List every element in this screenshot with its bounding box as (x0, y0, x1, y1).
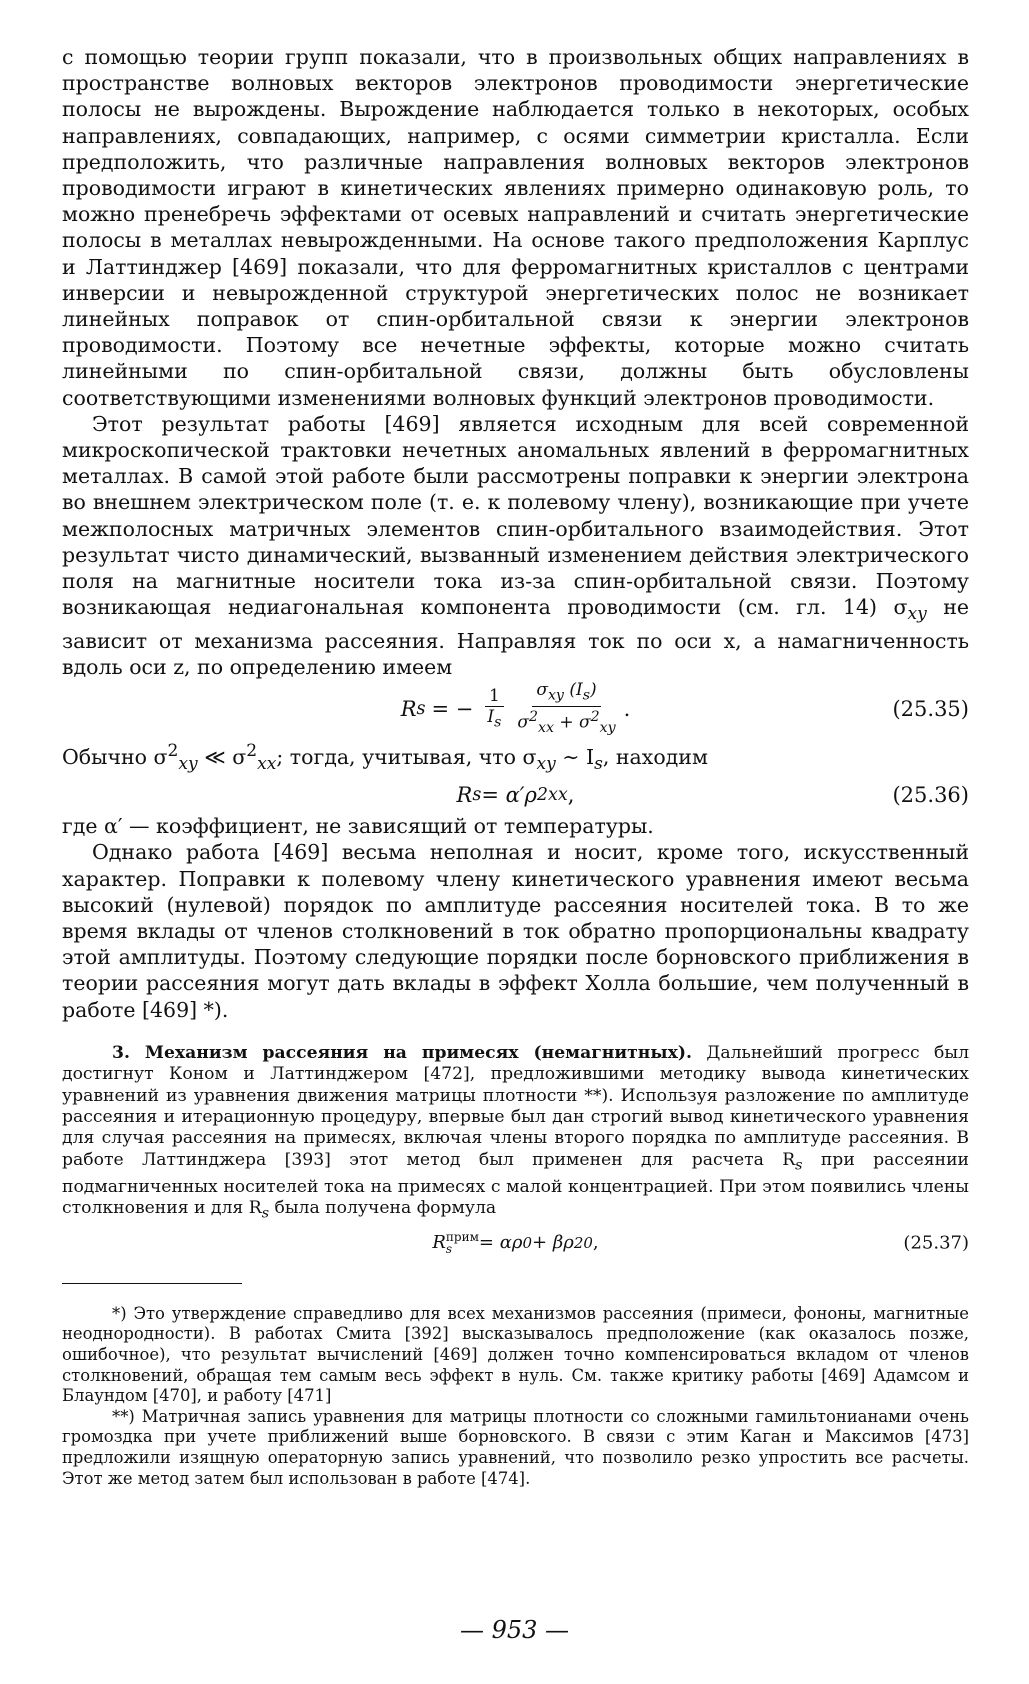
equation-25-37-formula: R прим s = αρ 0 + βρ 2 0 , (432, 1229, 599, 1256)
equation-25-36-formula: R s = α′ρ 2 xx , (456, 783, 575, 808)
section-3-heading: 3. Механизм рассеяния на примесях (немагнитных). (112, 1042, 692, 1063)
paragraph-2-text: Этот результат работы [469] является исходным для всей современной микроскопической трактовки нечетных аномальных явлений в ферромагнитных металлах. В самой этой работе были рассмотрены поправки к энергии электрона во внешнем электрическом поле (т. е. к полевому члену), возникающие при учете межполосных матричных элементов спин-орбитального взаимодействия. Этот результат чисто динамический, вызванный изменением действия электрического поля на магнитные носители тока из-за спин-орбитальной связи. Поэтому возникающая недиагональная компонента проводимости (см. гл. 14) σ (62, 411, 969, 620)
equation-number-25-35: (25.35) (892, 696, 969, 721)
section-3-paragraph: 3. Механизм рассеяния на примесях (немагнитных). Дальнейший прогресс был достигнут Коном и Латтинджером [472], предложившими методику вывода кинетических уравнений из уравнения движения матрицы плотности **). Используя разложение по амплитуде рассеяния и итерационную процедуру, впервые был дан строгий вывод кинетического уравнения для случая рассеяния на примесях, включая члены второго порядка по амплитуде рассеяния. В работе Латтинджера [393] этот метод был применен для расчета $R_s$ при рассеянии подмагниченных носителей тока на примесях с малой концентрацией. При этом появились члены столкновения и для $R_s$ была получена формула (62, 1042, 969, 1222)
paragraph-2 (62, 411, 969, 680)
page-number: — 953 — (459, 1616, 570, 1644)
equation-25-36 (62, 777, 969, 813)
footnote-2: **) Матричная запись уравнения для матрицы плотности со сложными гамильтонианами очень громоздка при учете приближений выше борновского. В связи с этим Каган и Максимов [473] предложили изящную операторную запись уравнений, что позволило резко упростить все расчеты. Этот же метод затем был использован в работе [474]. (62, 1406, 969, 1488)
paragraph-1: с помощью теории групп показали, что в произвольных общих направлениях в пространстве волновых векторов электронов проводимости энергетические полосы не вырождены. Вырождение наблюдается только в некоторых, особых направлениях, совпадающих, например, с осями симметрии кристалла. Если предположить, что различные направления волновых векторов электронов проводимости играют в кинетических явлениях примерно одинаковую роль, то можно пренебречь эффектами от осевых направлений и считать энергетические полосы в металлах невырожденными. На основе такого предположения Карплус и Латтинджер [469] показали, что для ферромагнитных кристаллов с центрами инверсии и невырожденной структурой энергетических полос не возникает линейных поправок от спин-орбитальной связи к энергии электронов проводимости. Поэтому все нечетные эффекты, которые можно считать линейными по спин-орбитальной связи, должны быть обусловлены соответствующими изменениями волновых функций электронов проводимости. (62, 45, 969, 410)
equation-25-35 (62, 680, 969, 738)
footnotes (62, 1304, 969, 1489)
equation-25-37 (62, 1225, 969, 1261)
equation-25-35-formula: R s = − $\frac{1}{I_s}$ $\frac{\sigma_{xy} (I_s)}{\sigma^2_{xx} + \sigma^2_{xy}}$ . (400, 680, 631, 736)
paragraph-4: где α′ — коэффициент, не зависящий от температуры. (62, 814, 654, 839)
paragraph-3: Обычно $\sigma^2_{xy}$ ≪ $\sigma^2_{xx}$; тогда, учитывая, что $\sigma_{xy}$ ∼ $I_s$, находим (62, 740, 708, 774)
paragraph-5: Однако работа [469] весьма неполная и носит, кроме того, искусственный характер. Поправки к полевому члену кинетического уравнения имеют весьма высокий (нулевой) порядок по амплитуде рассеяния носителей тока. В то же время вклады от членов столкновений в ток обратно пропорциональны квадрату этой амплитуды. Поэтому следующие порядки после борновского приближения в теории рассеяния могут дать вклады в эффект Холла большие, чем полученный в работе [469] *). (62, 840, 969, 1022)
paragraph-2-tail: не зависит от механизма рассеяния. Направляя ток по оси x, а намагниченность вдоль оси z, по определению имеем (62, 595, 970, 679)
footnote-divider (62, 1283, 242, 1284)
footnote-1: *) Это утверждение справедливо для всех механизмов рассеяния (примеси, фононы, магнитные неоднородности). В работах Смита [392] высказывалось предположение (как оказалось позже, ошибочное), что результат вычислений [469] должен точно компенсироваться вкладом от членов столкновений, обращая тем самым весь эффект в нуль. См. также критику работы [469] Адамсом и Блаундом [470], и работу [471] (62, 1303, 969, 1406)
main-text (62, 44, 969, 1023)
fraction-sigma: $\frac{\sigma_{xy} (I_s)}{\sigma^2_{xx} + \sigma^2_{xy}}$ (517, 680, 616, 736)
sigma-xy-subscript: xy (907, 604, 927, 625)
equation-number-25-37: (25.37) (903, 1232, 969, 1254)
section-3 (62, 1043, 969, 1261)
equation-number-25-36: (25.36) (892, 783, 969, 808)
fraction-one-over-is: $\frac{1}{I_s}$ (483, 686, 505, 732)
